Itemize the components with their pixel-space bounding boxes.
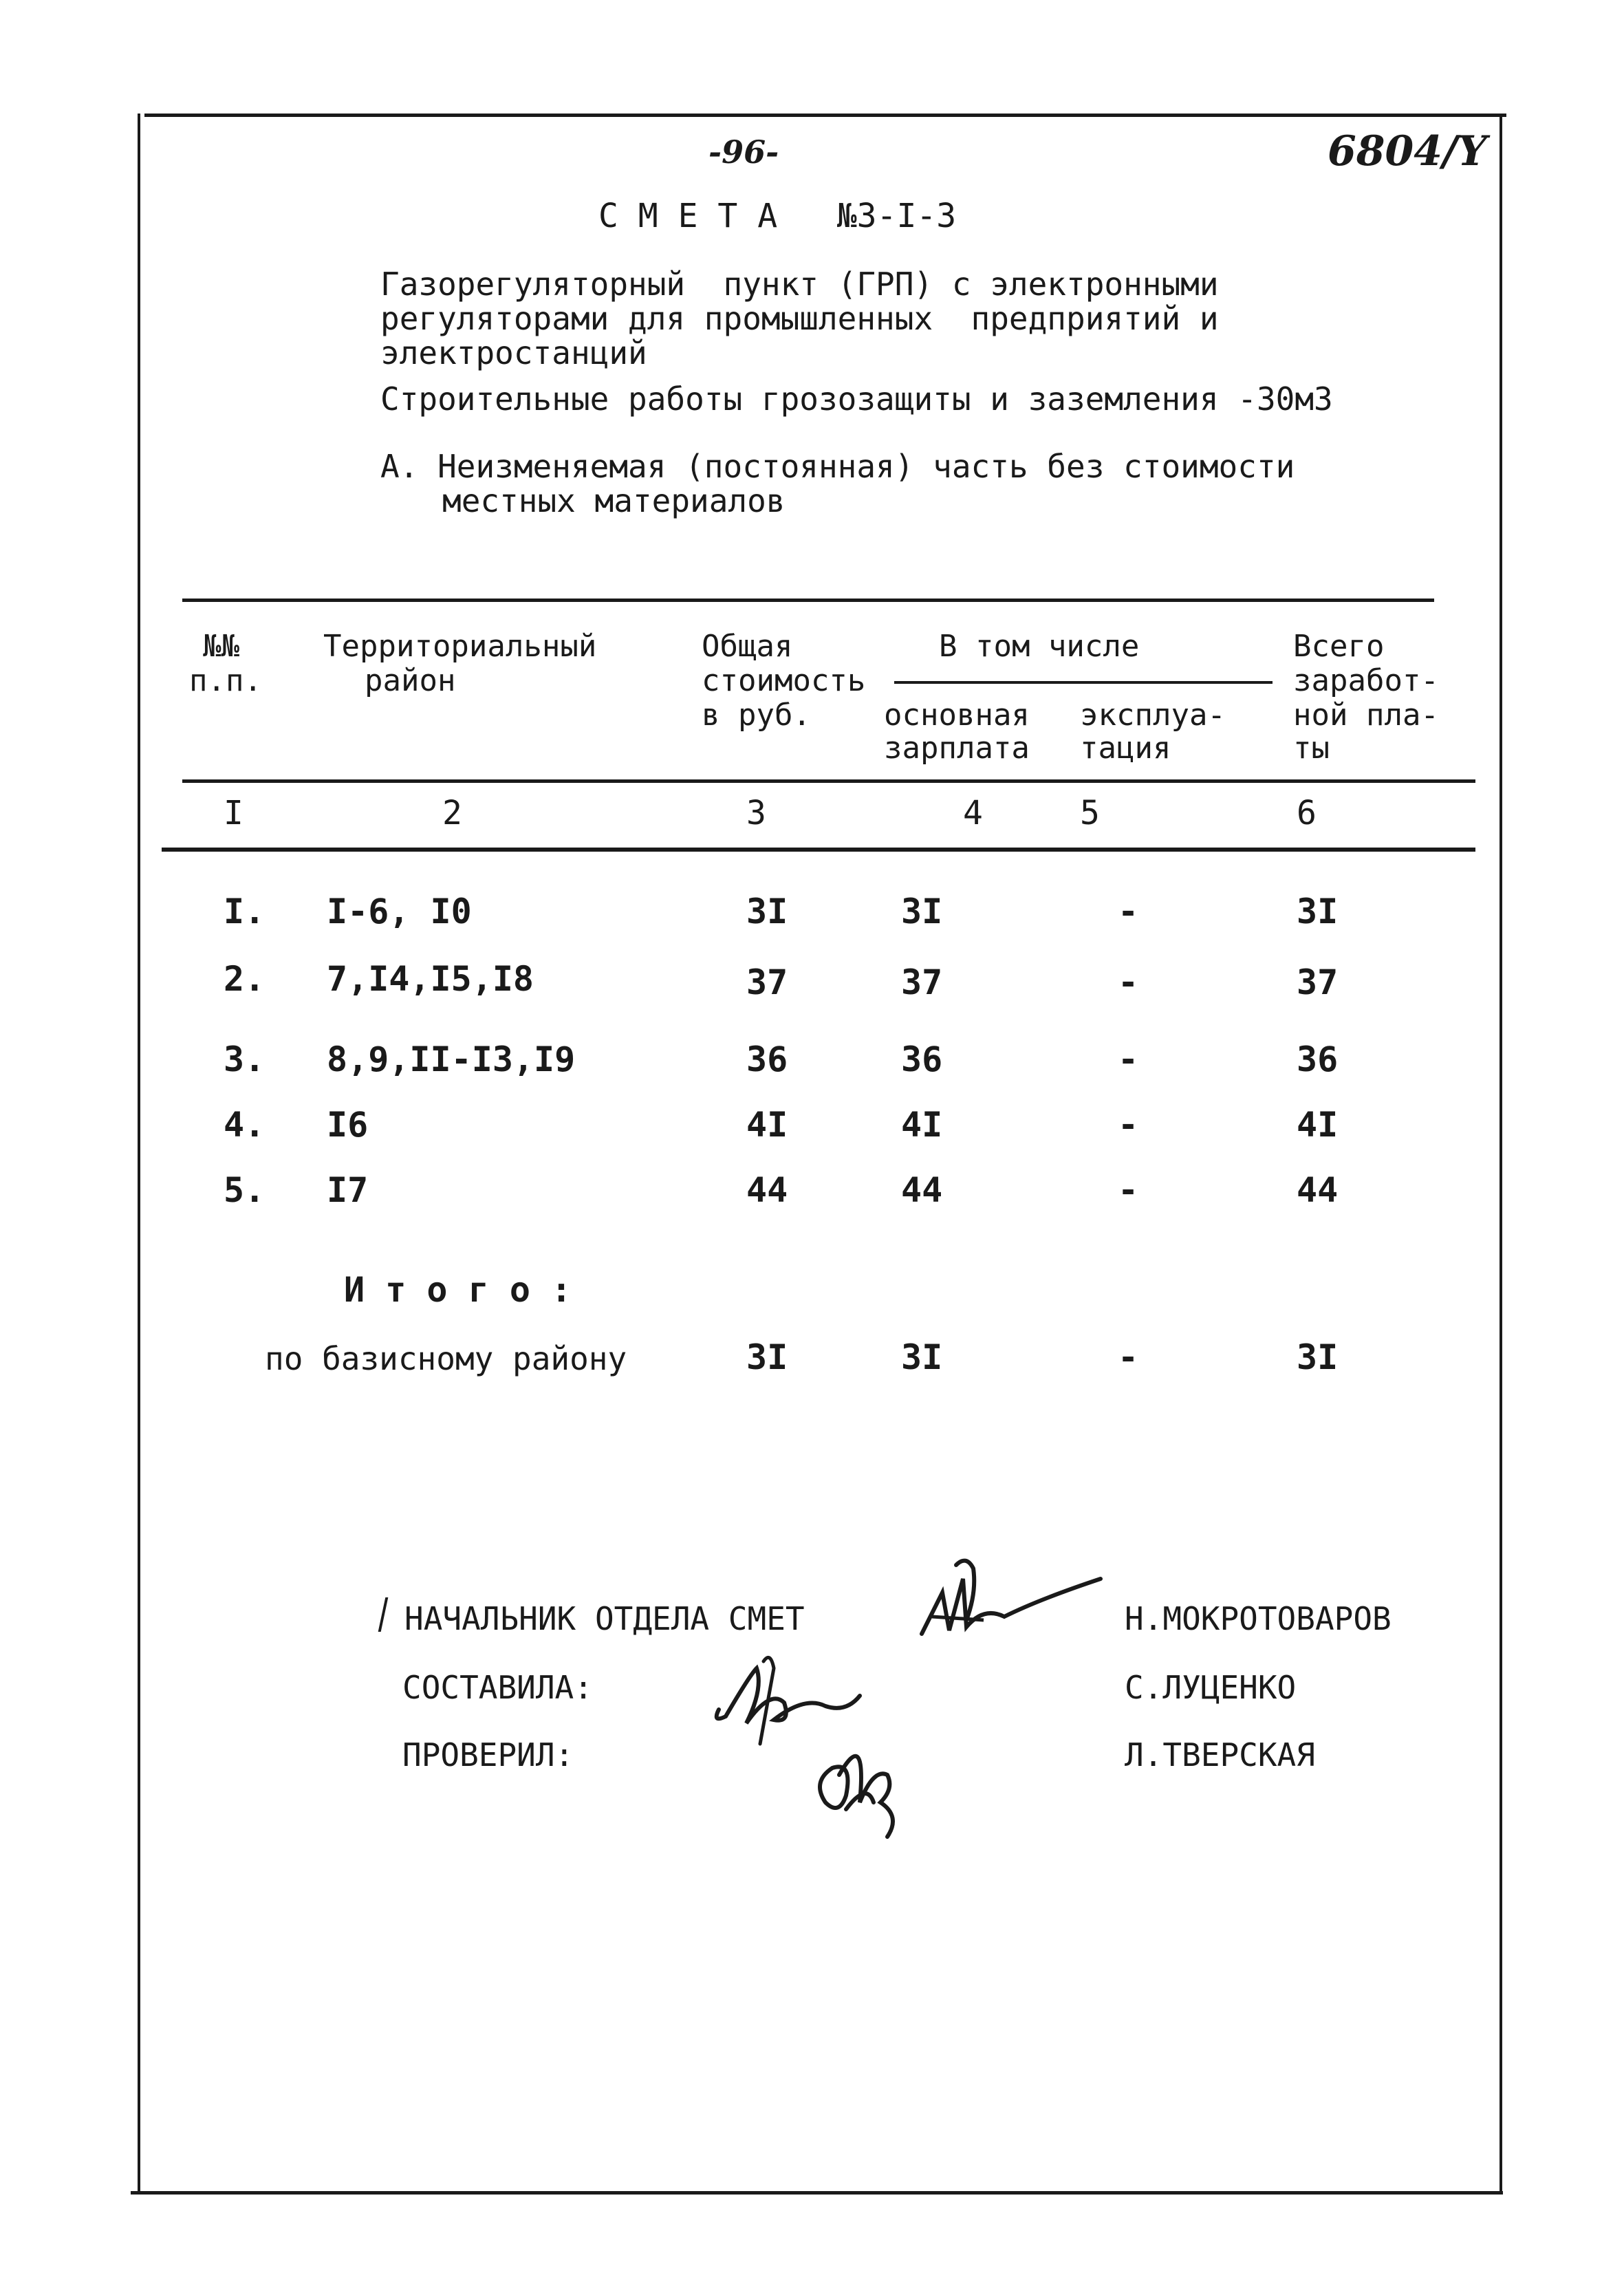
col-total-line-3: в руб. [702, 698, 811, 733]
signature-role: НАЧАЛЬНИК ОТДЕЛА СМЕТ [404, 1600, 805, 1637]
row-exploitation: - [1118, 1039, 1139, 1079]
description-line-3: электростанций [380, 334, 647, 371]
total-label: И т о г о : [344, 1270, 572, 1310]
base-total: 3I [746, 1337, 788, 1377]
col-wages-line-1: Всего [1293, 629, 1385, 664]
row-salary: 4I [901, 1105, 943, 1145]
col-exploitation-line-1: эксплуа- [1080, 698, 1226, 733]
row-no: 5. [224, 1170, 266, 1210]
col-no-line-1: №№ [203, 629, 239, 664]
row-wages: 36 [1297, 1039, 1339, 1079]
row-total: 4I [746, 1105, 788, 1145]
col-exploitation-line-2: тация [1080, 731, 1171, 766]
row-salary: 3I [901, 892, 943, 931]
description-line-2: регуляторами для промышленных предприятий и [380, 300, 1219, 337]
signature-name: С.ЛУЦЕНКО [1125, 1669, 1297, 1706]
col-group-label: В том числе [939, 629, 1140, 664]
col-number: 2 [442, 794, 462, 832]
works-title: Строительные работы грозозащиты и заземления -30м3 [380, 380, 1333, 418]
col-number: I [224, 794, 243, 832]
signature-name: Н.МОКРОТОВАРОВ [1125, 1600, 1392, 1637]
table-row [0, 1039, 1624, 1083]
description-line-1: Газорегуляторный пункт (ГРП) с электронными [380, 266, 1219, 303]
frame-right [1500, 114, 1502, 2195]
frame-left [138, 114, 140, 2195]
row-wages: 4I [1297, 1105, 1339, 1145]
col-total-line-1: Общая [702, 629, 793, 664]
part-title-line-1: А. Неизменяемая (постоянная) часть без стоимости [380, 448, 1295, 485]
row-exploitation: - [1118, 1105, 1139, 1145]
margin-mark [378, 1597, 389, 1632]
header-bottom-rule [182, 779, 1475, 783]
col-no-line-2: п.п. [189, 663, 262, 698]
table-row [0, 894, 1624, 936]
row-no: 3. [224, 1039, 266, 1079]
row-exploitation: - [1118, 892, 1139, 931]
table-row [0, 1170, 1624, 1214]
frame-bottom [131, 2191, 1503, 2195]
part-title-line-2: местных материалов [442, 482, 786, 519]
row-no: 2. [224, 959, 266, 999]
row-total: 36 [746, 1039, 788, 1079]
col-number: 3 [746, 794, 766, 832]
col-salary-line-1: основная [884, 698, 1030, 733]
base-label: по базисному району [265, 1340, 627, 1377]
numbers-bottom-rule [162, 848, 1475, 852]
col-total-line-2: стоимость [702, 663, 866, 698]
table-row [0, 1105, 1624, 1149]
row-total: 44 [746, 1170, 788, 1210]
row-wages: 3I [1297, 892, 1339, 931]
row-no: I. [224, 892, 266, 931]
handwritten-signature-3 [798, 1699, 922, 1851]
row-region: I6 [327, 1105, 369, 1145]
row-region: 8,9,II-I3,I9 [327, 1039, 576, 1079]
base-exploitation: - [1118, 1337, 1139, 1377]
row-wages: 37 [1297, 962, 1339, 1002]
row-region: I7 [327, 1170, 369, 1210]
frame-top [144, 114, 1506, 117]
table-row [0, 959, 1624, 1003]
row-salary: 36 [901, 1039, 943, 1079]
col-number: 6 [1297, 794, 1317, 832]
row-exploitation: - [1118, 1170, 1139, 1210]
page-number: -96- [708, 133, 779, 171]
signature-name: Л.ТВЕРСКАЯ [1125, 1736, 1315, 1773]
document-title: С М Е Т А №3-I-3 [598, 197, 957, 235]
signature-role: СОСТАВИЛА: [402, 1669, 593, 1706]
signature-role: ПРОВЕРИЛ: [402, 1736, 574, 1773]
base-salary: 3I [901, 1337, 943, 1377]
row-no: 4. [224, 1105, 266, 1145]
col-wages-line-3: ной пла- [1293, 698, 1439, 733]
row-salary: 44 [901, 1170, 943, 1210]
row-exploitation: - [1118, 962, 1139, 1002]
row-region: I-6, I0 [327, 892, 472, 931]
row-salary: 37 [901, 962, 943, 1002]
col-region-line-2: район [365, 663, 456, 698]
base-wages: 3I [1297, 1337, 1339, 1377]
base-total-row [0, 1337, 1624, 1381]
row-region: 7,I4,I5,I8 [327, 959, 534, 999]
col-wages-line-2: заработ- [1293, 663, 1439, 698]
group-rule [894, 681, 1273, 684]
table-top-rule [182, 599, 1434, 602]
row-total: 3I [746, 892, 788, 931]
col-number: 4 [963, 794, 983, 832]
col-number: 5 [1080, 794, 1100, 832]
handwritten-signature-1 [901, 1551, 1107, 1654]
row-total: 37 [746, 962, 788, 1002]
col-salary-line-2: зарплата [884, 731, 1030, 766]
col-region-line-1: Территориальный [323, 629, 597, 664]
archive-code: 6804/Y [1328, 127, 1487, 175]
col-wages-line-4: ты [1293, 731, 1330, 766]
row-wages: 44 [1297, 1170, 1339, 1210]
